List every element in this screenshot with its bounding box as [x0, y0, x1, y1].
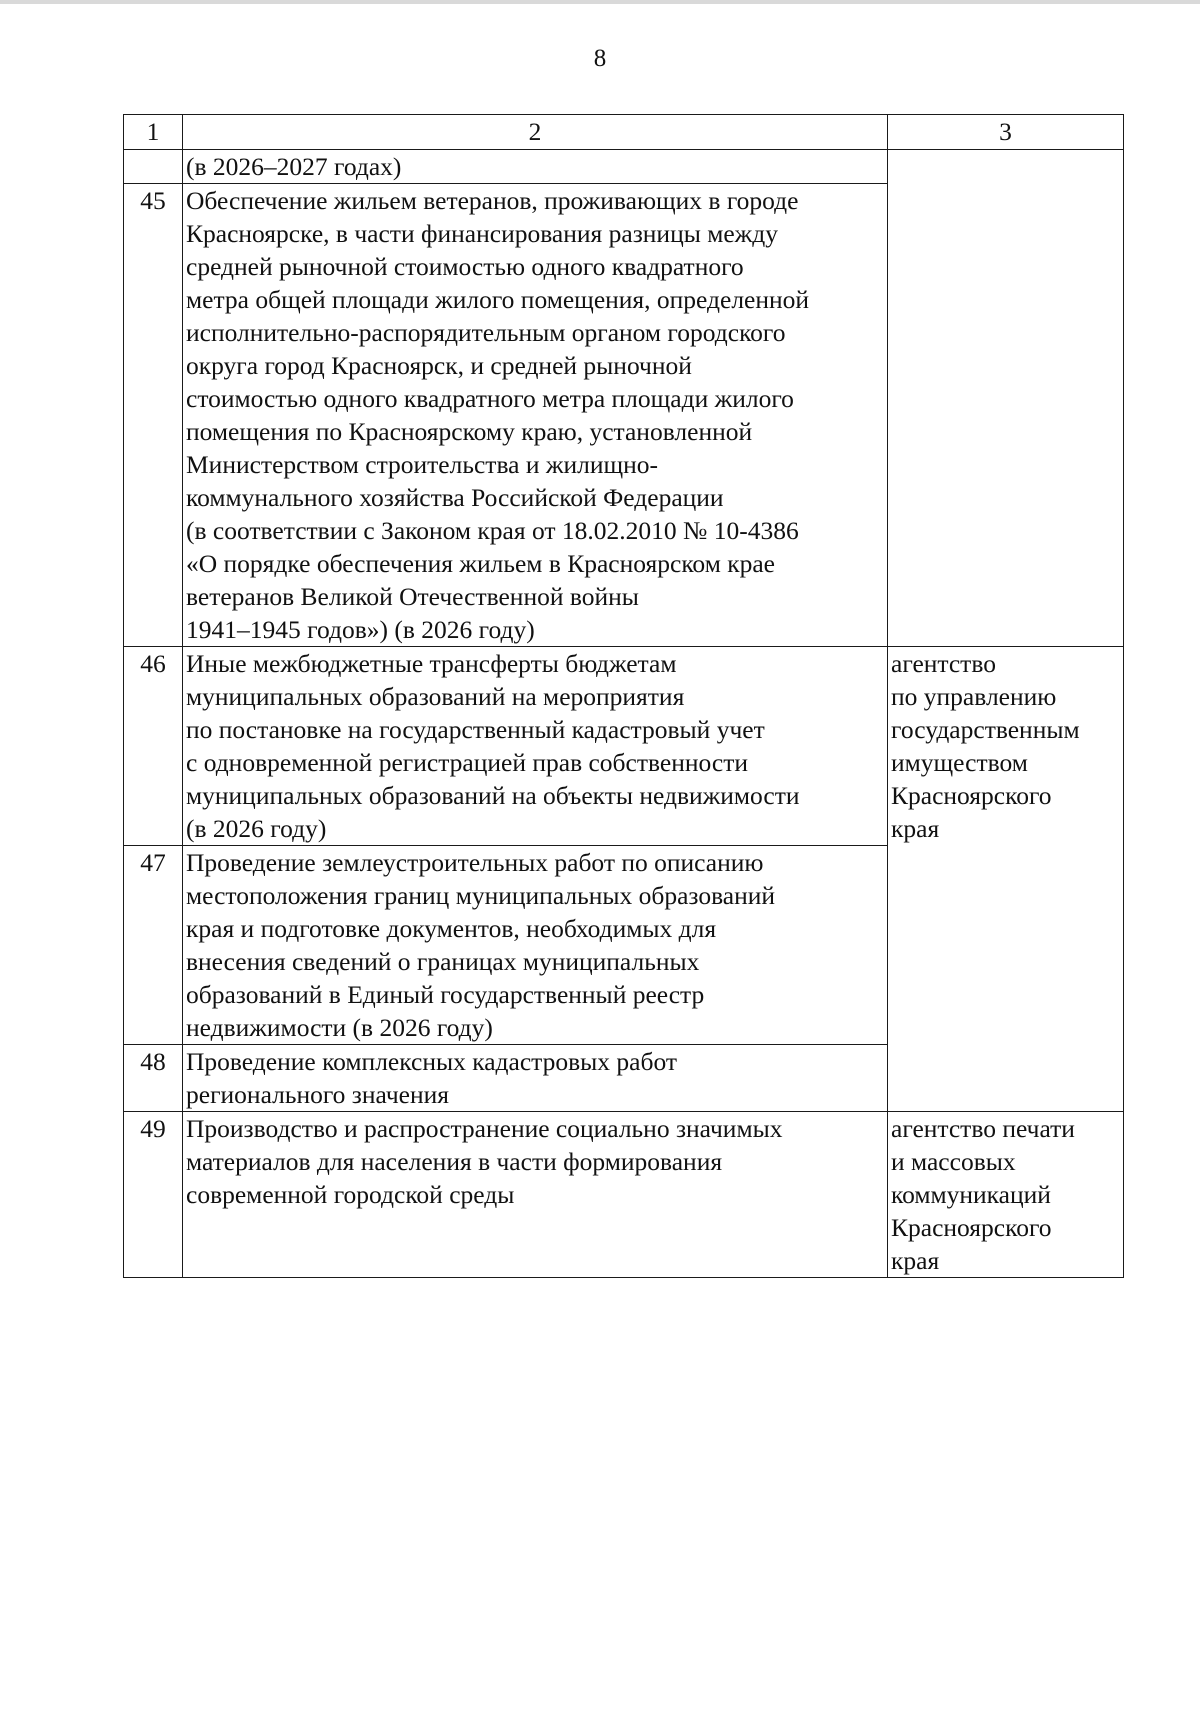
description-line: (в 2026–2027 годах): [186, 152, 402, 181]
responsible-line: и массовых: [891, 1147, 1016, 1176]
row-number: 45: [124, 184, 183, 647]
page-number: 8: [593, 45, 607, 72]
column-header-2: 2: [183, 115, 888, 150]
continuation-number-cell: [124, 150, 183, 184]
responsible-line: имуществом: [891, 748, 1028, 777]
responsible-line: края: [891, 1246, 940, 1275]
column-header-1: 1: [124, 115, 183, 150]
row-description: [183, 1045, 888, 1112]
description-line: Обеспечение жильем ветеранов, проживающих в городе: [186, 186, 799, 215]
table-row: [124, 647, 1124, 846]
responsible-line: по управлению: [891, 682, 1057, 711]
responsible-line: агентство: [891, 649, 996, 678]
description-line: образований в Единый государственный реестр: [186, 980, 705, 1009]
description-line: внесения сведений о границах муниципальных: [186, 947, 700, 976]
description-line: Красноярске, в части финансирования разницы между: [186, 219, 779, 248]
row-description: [183, 647, 888, 846]
description-line: недвижимости (в 2026 году): [186, 1013, 493, 1042]
column-header-3: 3: [888, 115, 1124, 150]
continuation-description-cell: [183, 150, 888, 184]
responsible-line: края: [891, 814, 940, 843]
description-line: «О порядке обеспечения жильем в Красноярском крае: [186, 549, 775, 578]
description-line: исполнительно-распорядительным органом городского: [186, 318, 786, 347]
description-line: Иные межбюджетные трансферты бюджетам: [186, 649, 677, 678]
row-description: [183, 846, 888, 1045]
description-line: округа город Красноярск, и средней рыночной: [186, 351, 692, 380]
row-number: 46: [124, 647, 183, 846]
responsible-line: коммуникаций: [891, 1180, 1051, 1209]
responsible-line: Красноярского: [891, 781, 1052, 810]
responsible-line: государственным: [891, 715, 1080, 744]
row-description: [183, 1112, 888, 1278]
responsible-agency-cell: [888, 1112, 1124, 1278]
description-line: местоположения границ муниципальных образований: [186, 881, 776, 910]
description-line: регионального значения: [186, 1080, 449, 1109]
description-line: (в 2026 году): [186, 814, 327, 843]
description-line: по постановке на государственный кадастровый учет: [186, 715, 765, 744]
description-line: муниципальных образований на объекты недвижимости: [186, 781, 800, 810]
description-line: Производство и распространение социально значимых: [186, 1114, 783, 1143]
row-number: 48: [124, 1045, 183, 1112]
description-line: стоимостью одного квадратного метра площади жилого: [186, 384, 794, 413]
description-line: (в соответствии с Законом края от 18.02.2010 № 10-4386: [186, 516, 799, 545]
measures-table: [123, 114, 1124, 1278]
continuation-row: [124, 150, 1124, 184]
description-line: 1941–1945 годов») (в 2026 году): [186, 615, 535, 644]
description-line: Проведение землеустроительных работ по описанию: [186, 848, 764, 877]
description-line: метра общей площади жилого помещения, определенной: [186, 285, 810, 314]
responsible-line: Красноярского: [891, 1213, 1052, 1242]
description-line: помещения по Красноярскому краю, установленной: [186, 417, 753, 446]
row-description: [183, 184, 888, 647]
table-row: [124, 1112, 1124, 1278]
description-line: материалов для населения в части формирования: [186, 1147, 723, 1176]
responsible-agency-cell: [888, 647, 1124, 1112]
continuation-responsible-cell: [888, 150, 1124, 647]
responsible-line: агентство печати: [891, 1114, 1075, 1143]
description-line: муниципальных образований на мероприятия: [186, 682, 685, 711]
description-line: ветеранов Великой Отечественной войны: [186, 582, 639, 611]
description-line: края и подготовке документов, необходимых для: [186, 914, 717, 943]
top-scan-edge: [0, 0, 1200, 4]
description-line: Министерством строительства и жилищно-: [186, 450, 659, 479]
description-line: средней рыночной стоимостью одного квадратного: [186, 252, 744, 281]
description-line: с одновременной регистрацией прав собственности: [186, 748, 748, 777]
description-line: современной городской среды: [186, 1180, 515, 1209]
row-number: 47: [124, 846, 183, 1045]
description-line: коммунального хозяйства Российской Федерации: [186, 483, 724, 512]
header-row: [124, 115, 1124, 150]
row-number: 49: [124, 1112, 183, 1278]
description-line: Проведение комплексных кадастровых работ: [186, 1047, 678, 1076]
